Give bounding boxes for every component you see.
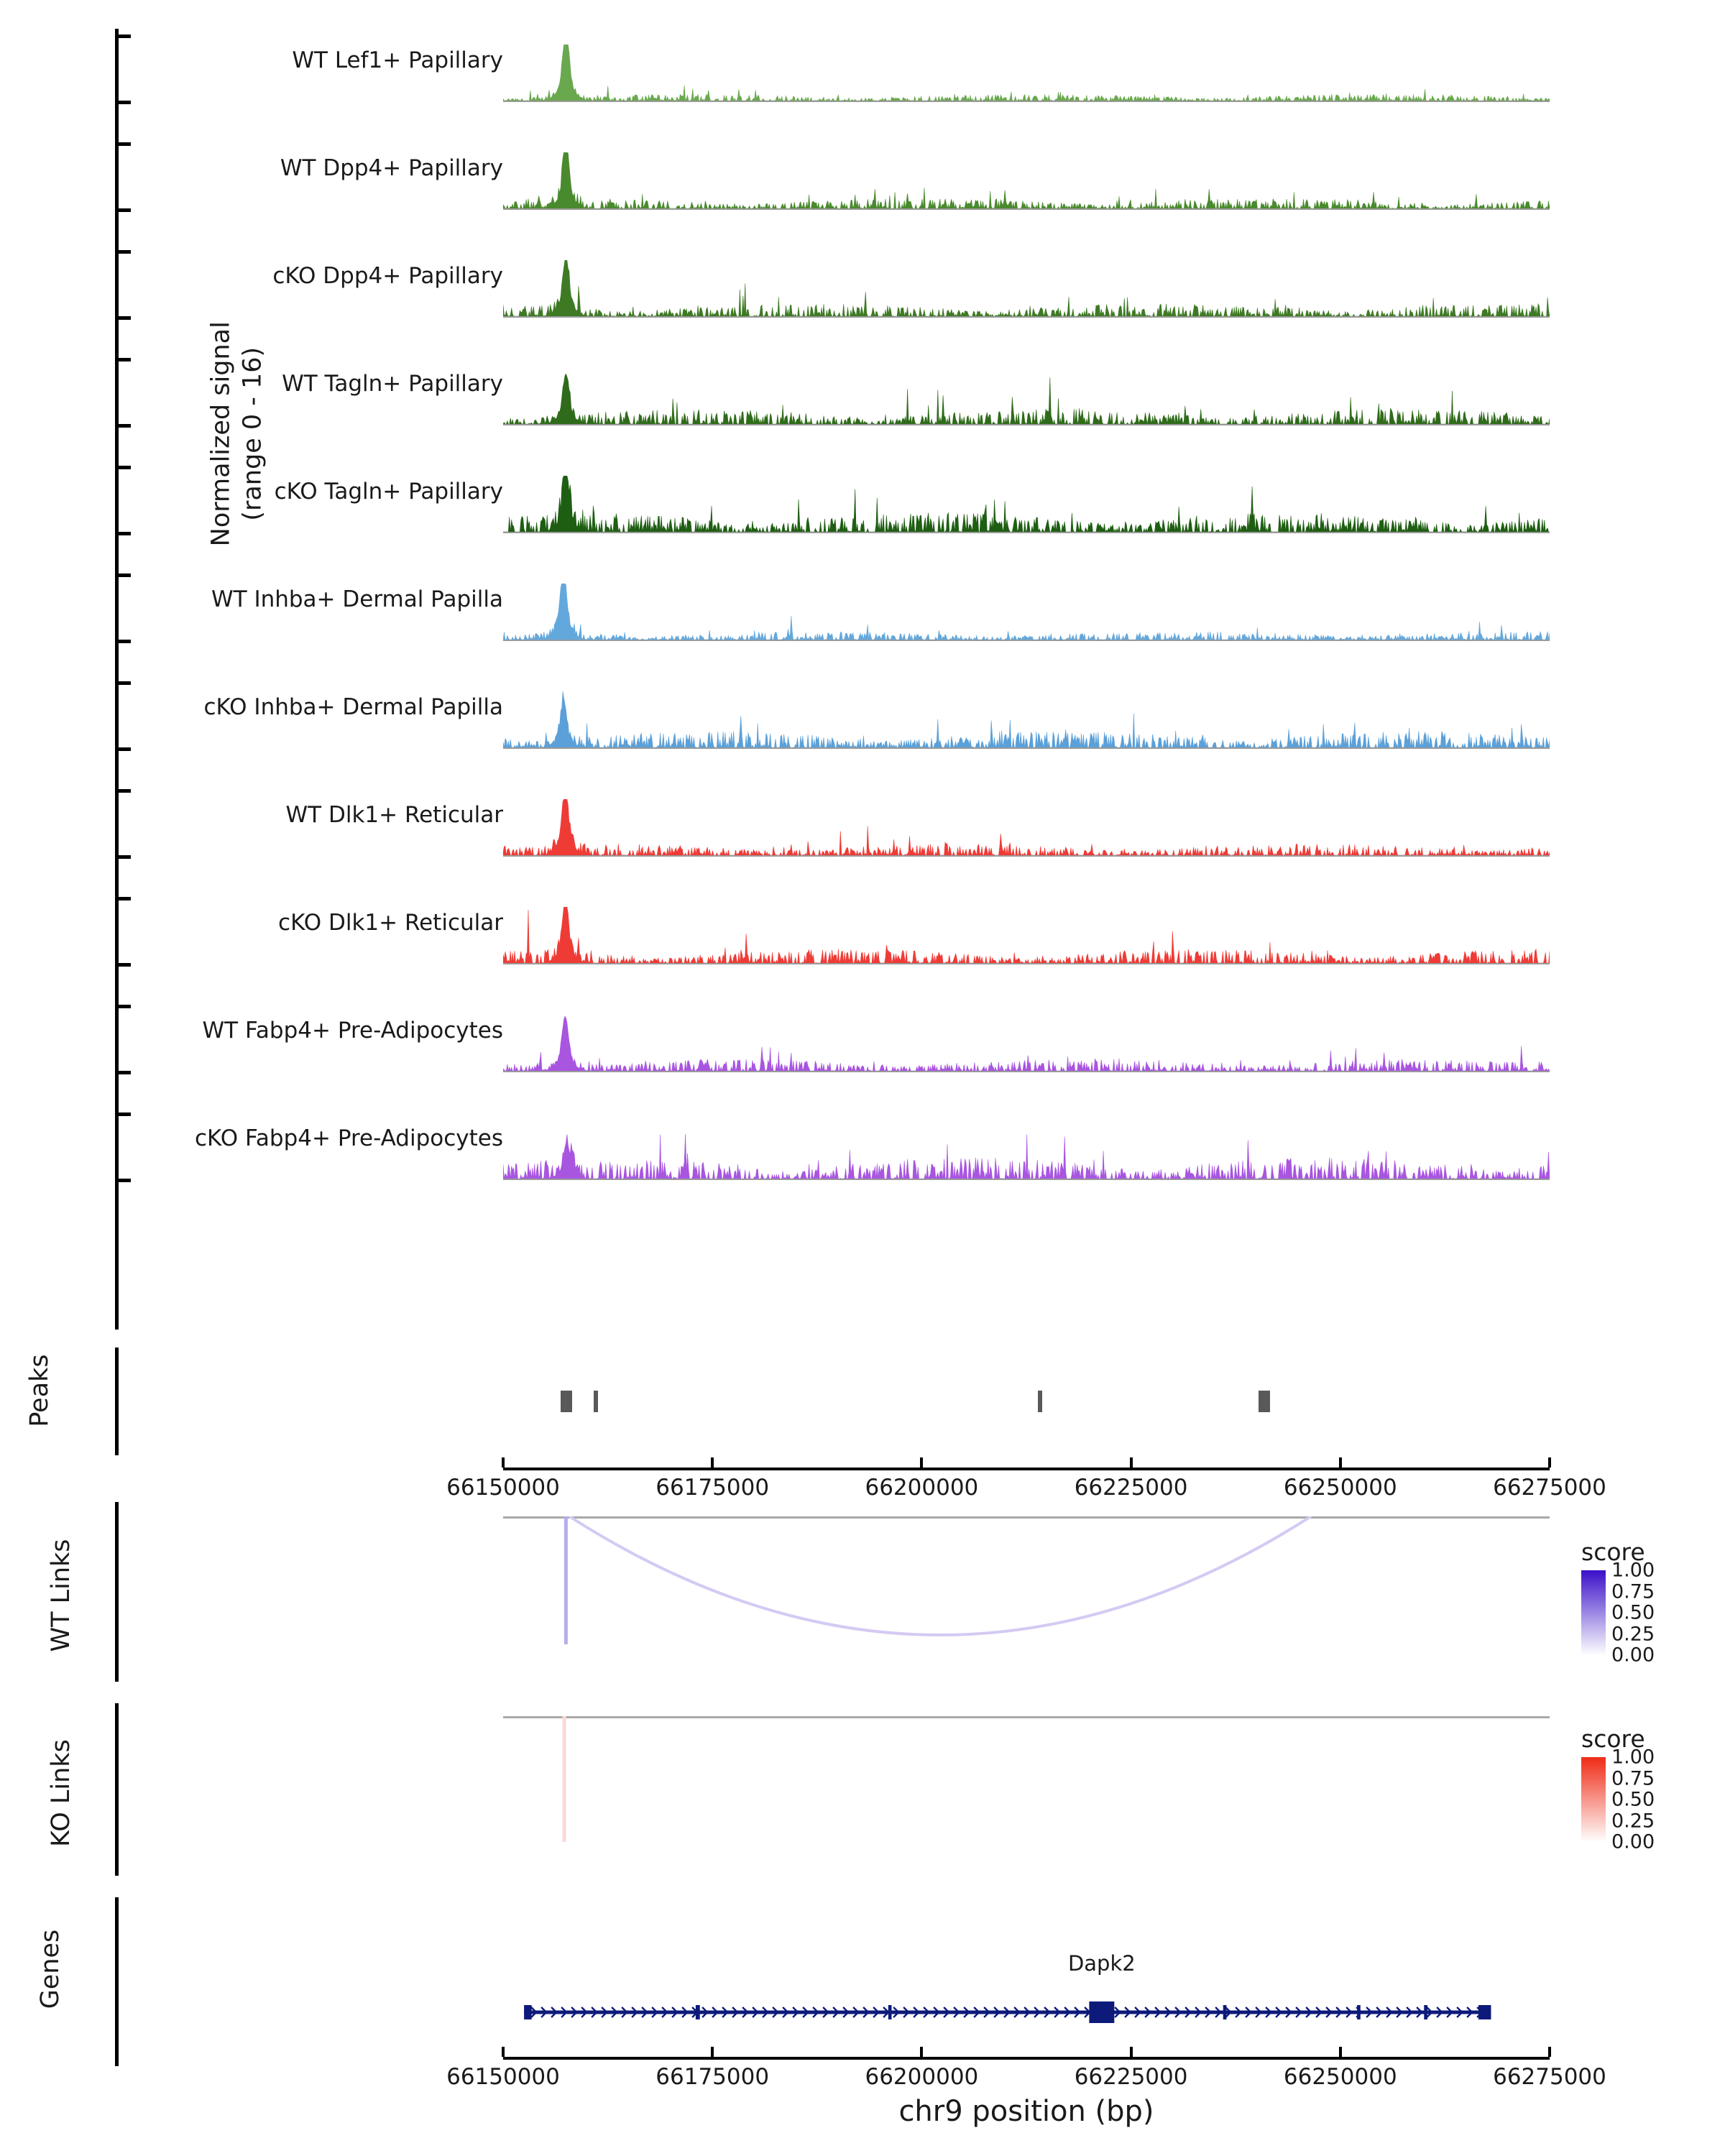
legend-tick-label: 1.00 [1611,1746,1655,1769]
coverage-axis-tick [115,101,131,104]
legend-tick-label: 1.00 [1611,1559,1655,1582]
track-signal [503,1123,1550,1179]
coverage-axis-tick [115,573,131,577]
bp-axis-tick-label: 66200000 [865,2064,979,2090]
bp-axis-tick [1339,2047,1342,2057]
bp-axis-tick [502,2047,505,2057]
ko-links-plot [503,1716,1550,1848]
coverage-axis-tick [115,747,131,751]
track-baseline [503,1179,1550,1180]
track-baseline [503,208,1550,210]
wt-links-score-legend [1581,1538,1698,1667]
legend-tick-label: 0.75 [1611,1767,1655,1789]
wt-links-panel-label: WT Links [47,1539,75,1652]
bp-axis-tick [1548,1457,1551,1468]
bp-axis-tick-label: 66175000 [656,1475,770,1501]
coverage-axis-tick [115,1112,131,1116]
bp-axis-tick-label: 66225000 [1074,1475,1188,1501]
bp-axis-tick-label: 66250000 [1283,2064,1397,2090]
signal-axis-label-line2: (range 0 - 16) [238,346,267,521]
bp-axis-tick-label: 66250000 [1283,1475,1397,1501]
coverage-axis-tick [115,424,131,428]
genes-panel [0,1897,1725,2077]
x-axis-title: chr9 position (bp) [898,2095,1154,2128]
track-label: WT Lef1+ Papillary [292,47,503,73]
peak-mark [561,1391,571,1412]
track-label: cKO Dpp4+ Papillary [272,263,503,289]
bp-axis-tick [502,1457,505,1468]
bp-axis-tick [1130,2047,1133,2057]
legend-tick-label: 0.50 [1611,1788,1655,1811]
genes-axis-spine [115,1897,119,2066]
peaks-axis-spine [115,1348,119,1455]
ko-links-legend-title: score [1581,1725,1645,1753]
peak-mark [594,1391,598,1412]
coverage-axis-tick [115,466,131,469]
coverage-axis-tick [115,34,131,38]
wt-links-legend-title: score [1581,1538,1645,1566]
track-baseline [503,855,1550,857]
track-signal [503,584,1550,640]
wt-links-legend-ticks [1611,1559,1698,1667]
track-label: WT Tagln+ Papillary [282,371,503,397]
track-signal [503,1015,1550,1071]
wt-links-panel [0,1502,1725,1689]
signal-axis-label-line1: Normalized signal [206,321,236,547]
bp-axis-tick-label: 66275000 [1493,2064,1606,2090]
bp-axis-tick [920,1457,923,1468]
track-label: WT Dlk1+ Reticular [285,802,503,828]
bp-axis-tick [711,2047,714,2057]
track-baseline [503,747,1550,749]
legend-tick-label: 0.00 [1611,1830,1655,1853]
track-baseline [503,640,1550,641]
track-baseline [503,316,1550,318]
bp-axis-tick-label: 66150000 [446,2064,560,2090]
legend-tick-label: 0.25 [1611,1623,1655,1645]
ko-links-axis-spine [115,1703,119,1876]
wt-links-legend-colorbar [1581,1570,1606,1655]
legend-tick-label: 0.00 [1611,1644,1655,1667]
bp-axis-tick [711,1457,714,1468]
track-signal [503,260,1550,316]
legend-tick-label: 0.75 [1611,1580,1655,1603]
track-baseline [503,424,1550,425]
gene-name-label: Dapk2 [1067,1951,1136,1976]
track-signal [503,476,1550,532]
coverage-axis-tick [115,855,131,859]
coverage-axis-tick [115,1071,131,1074]
track-label: WT Fabp4+ Pre-Adipocytes [202,1018,503,1044]
ko-links-legend-ticks [1611,1746,1698,1853]
track-label: cKO Tagln+ Papillary [274,479,503,505]
peak-mark [1259,1391,1270,1412]
peaks-panel-label: Peaks [25,1354,54,1427]
bp-axis-tick [920,2047,923,2057]
coverage-axis-tick [115,532,131,535]
ko-links-score-legend [1581,1725,1698,1853]
bp-axis-line-bottom [503,2057,1550,2060]
track-baseline [503,532,1550,533]
track-signal [503,368,1550,424]
peaks-panel [0,1348,1725,1459]
coverage-axis-tick [115,963,131,967]
bp-axis-tick-label: 66275000 [1493,1475,1606,1501]
legend-tick-label: 0.25 [1611,1810,1655,1832]
track-label: cKO Inhba+ Dermal Papilla [203,694,503,720]
track-label: cKO Fabp4+ Pre-Adipocytes [195,1125,503,1151]
ko-links-legend-colorbar [1581,1757,1606,1842]
wt-links-plot [503,1516,1550,1652]
coverage-axis-tick [115,1179,131,1182]
coverage-axis-tick [115,250,131,254]
coverage-axis-tick [115,142,131,146]
wt-links-axis-spine [115,1502,119,1682]
track-signal [503,45,1550,101]
bp-axis-tick-label: 66175000 [656,2064,770,2090]
track-baseline [503,963,1550,964]
coverage-axis-tick [115,640,131,643]
coverage-axis-tick [115,208,131,212]
bp-axis-tick-label: 66225000 [1074,2064,1188,2090]
peak-mark [1038,1391,1042,1412]
legend-tick-label: 0.50 [1611,1601,1655,1624]
bp-axis-line-top [503,1468,1550,1470]
bp-axis-tick [1130,1457,1133,1468]
bp-axis-tick [1548,2047,1551,2057]
track-label: WT Inhba+ Dermal Papilla [211,586,503,612]
ko-links-panel [0,1703,1725,1883]
genes-panel-label: Genes [36,1929,65,2009]
bp-axis-tick-label: 66200000 [865,1475,979,1501]
coverage-axis-tick [115,681,131,685]
bp-axis-tick [1339,1457,1342,1468]
coverage-axis-tick [115,316,131,320]
track-label: WT Dpp4+ Papillary [280,155,503,181]
coverage-axis-tick [115,358,131,361]
track-signal [503,907,1550,963]
bp-axis-tick-label: 66150000 [446,1475,560,1501]
track-baseline [503,101,1550,102]
track-signal [503,799,1550,855]
gene-model [503,1991,1550,2037]
track-baseline [503,1071,1550,1072]
track-signal [503,152,1550,208]
coverage-axis-tick [115,1005,131,1008]
track-signal [503,691,1550,747]
ko-links-panel-label: KO Links [47,1739,75,1847]
coverage-axis-tick [115,789,131,793]
track-label: cKO Dlk1+ Reticular [278,910,503,936]
coverage-axis-tick [115,897,131,900]
